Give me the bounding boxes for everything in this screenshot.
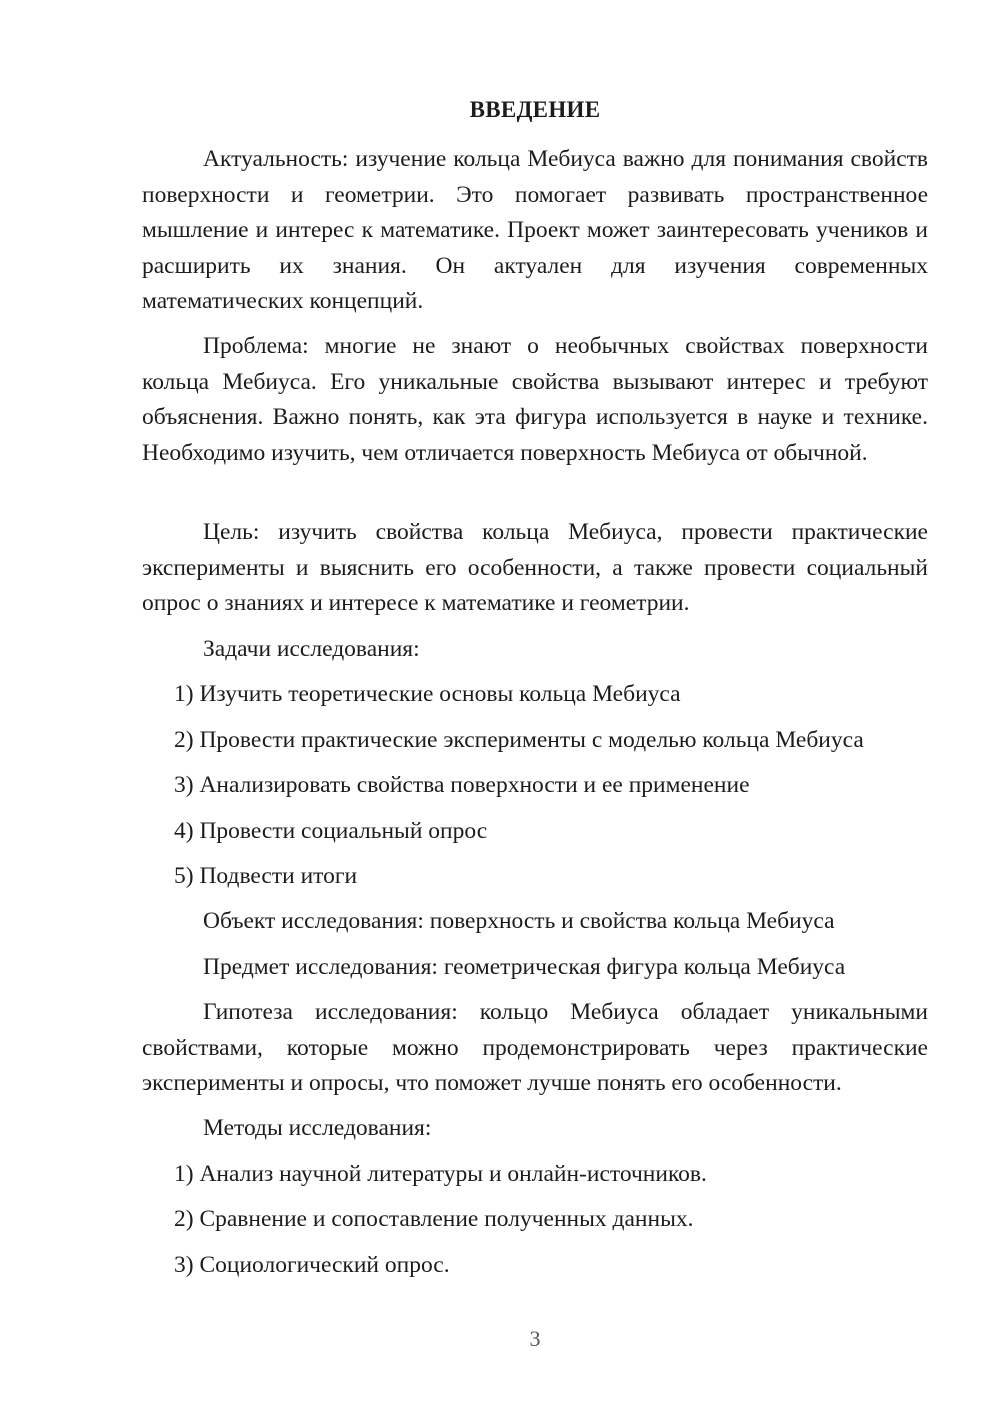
task-item: 2) Провести практические эксперименты с моделью кольца Мебиуса — [174, 727, 864, 753]
relevance-paragraph: Актуальность: изучение кольца Мебиуса важно для понимания свойств поверхности и геометрии. Это помогает развивать пространственное мышление и интерес к математике. Проект может заинтересовать учеников и расширить их знания. Он актуален для изучения современных математических концепций. — [142, 146, 928, 314]
hypothesis-paragraph: Гипотеза исследования: кольцо Мебиуса обладает уникальными свойствами, которые можно продемонстрировать через практические эксперименты и опросы, что поможет лучше понять его особенности. — [142, 999, 928, 1096]
task-item: 5) Подвести итоги — [174, 863, 358, 889]
method-item: 1) Анализ научной литературы и онлайн-источников. — [174, 1161, 707, 1187]
problem-paragraph: Проблема: многие не знают о необычных свойствах поверхности кольца Мебиуса. Его уникальные свойства вызывают интерес и требуют объяснения. Важно понять, как эта фигура используется в науке и технике. Необходимо изучить, чем отличается поверхность Мебиуса от обычной. — [142, 333, 928, 466]
task-item: 4) Провести социальный опрос — [174, 818, 488, 844]
section-heading: ВВЕДЕНИЕ — [469, 97, 601, 122]
task-item: 3) Анализировать свойства поверхности и ее применение — [174, 772, 750, 798]
page-number: 3 — [529, 1326, 541, 1351]
research-subject: Предмет исследования: геометрическая фигура кольца Мебиуса — [203, 954, 846, 980]
research-object: Объект исследования: поверхность и свойства кольца Мебиуса — [203, 908, 835, 934]
tasks-heading: Задачи исследования: — [203, 636, 420, 662]
method-item: 2) Сравнение и сопоставление полученных данных. — [174, 1206, 694, 1232]
methods-heading: Методы исследования: — [203, 1115, 432, 1141]
goal-paragraph: Цель: изучить свойства кольца Мебиуса, провести практические эксперименты и выяснить его особенности, а также провести социальный опрос о знаниях и интересе к математике и геометрии. — [142, 519, 928, 616]
method-item: 3) Социологический опрос. — [174, 1252, 450, 1278]
task-item: 1) Изучить теоретические основы кольца Мебиуса — [174, 681, 681, 707]
